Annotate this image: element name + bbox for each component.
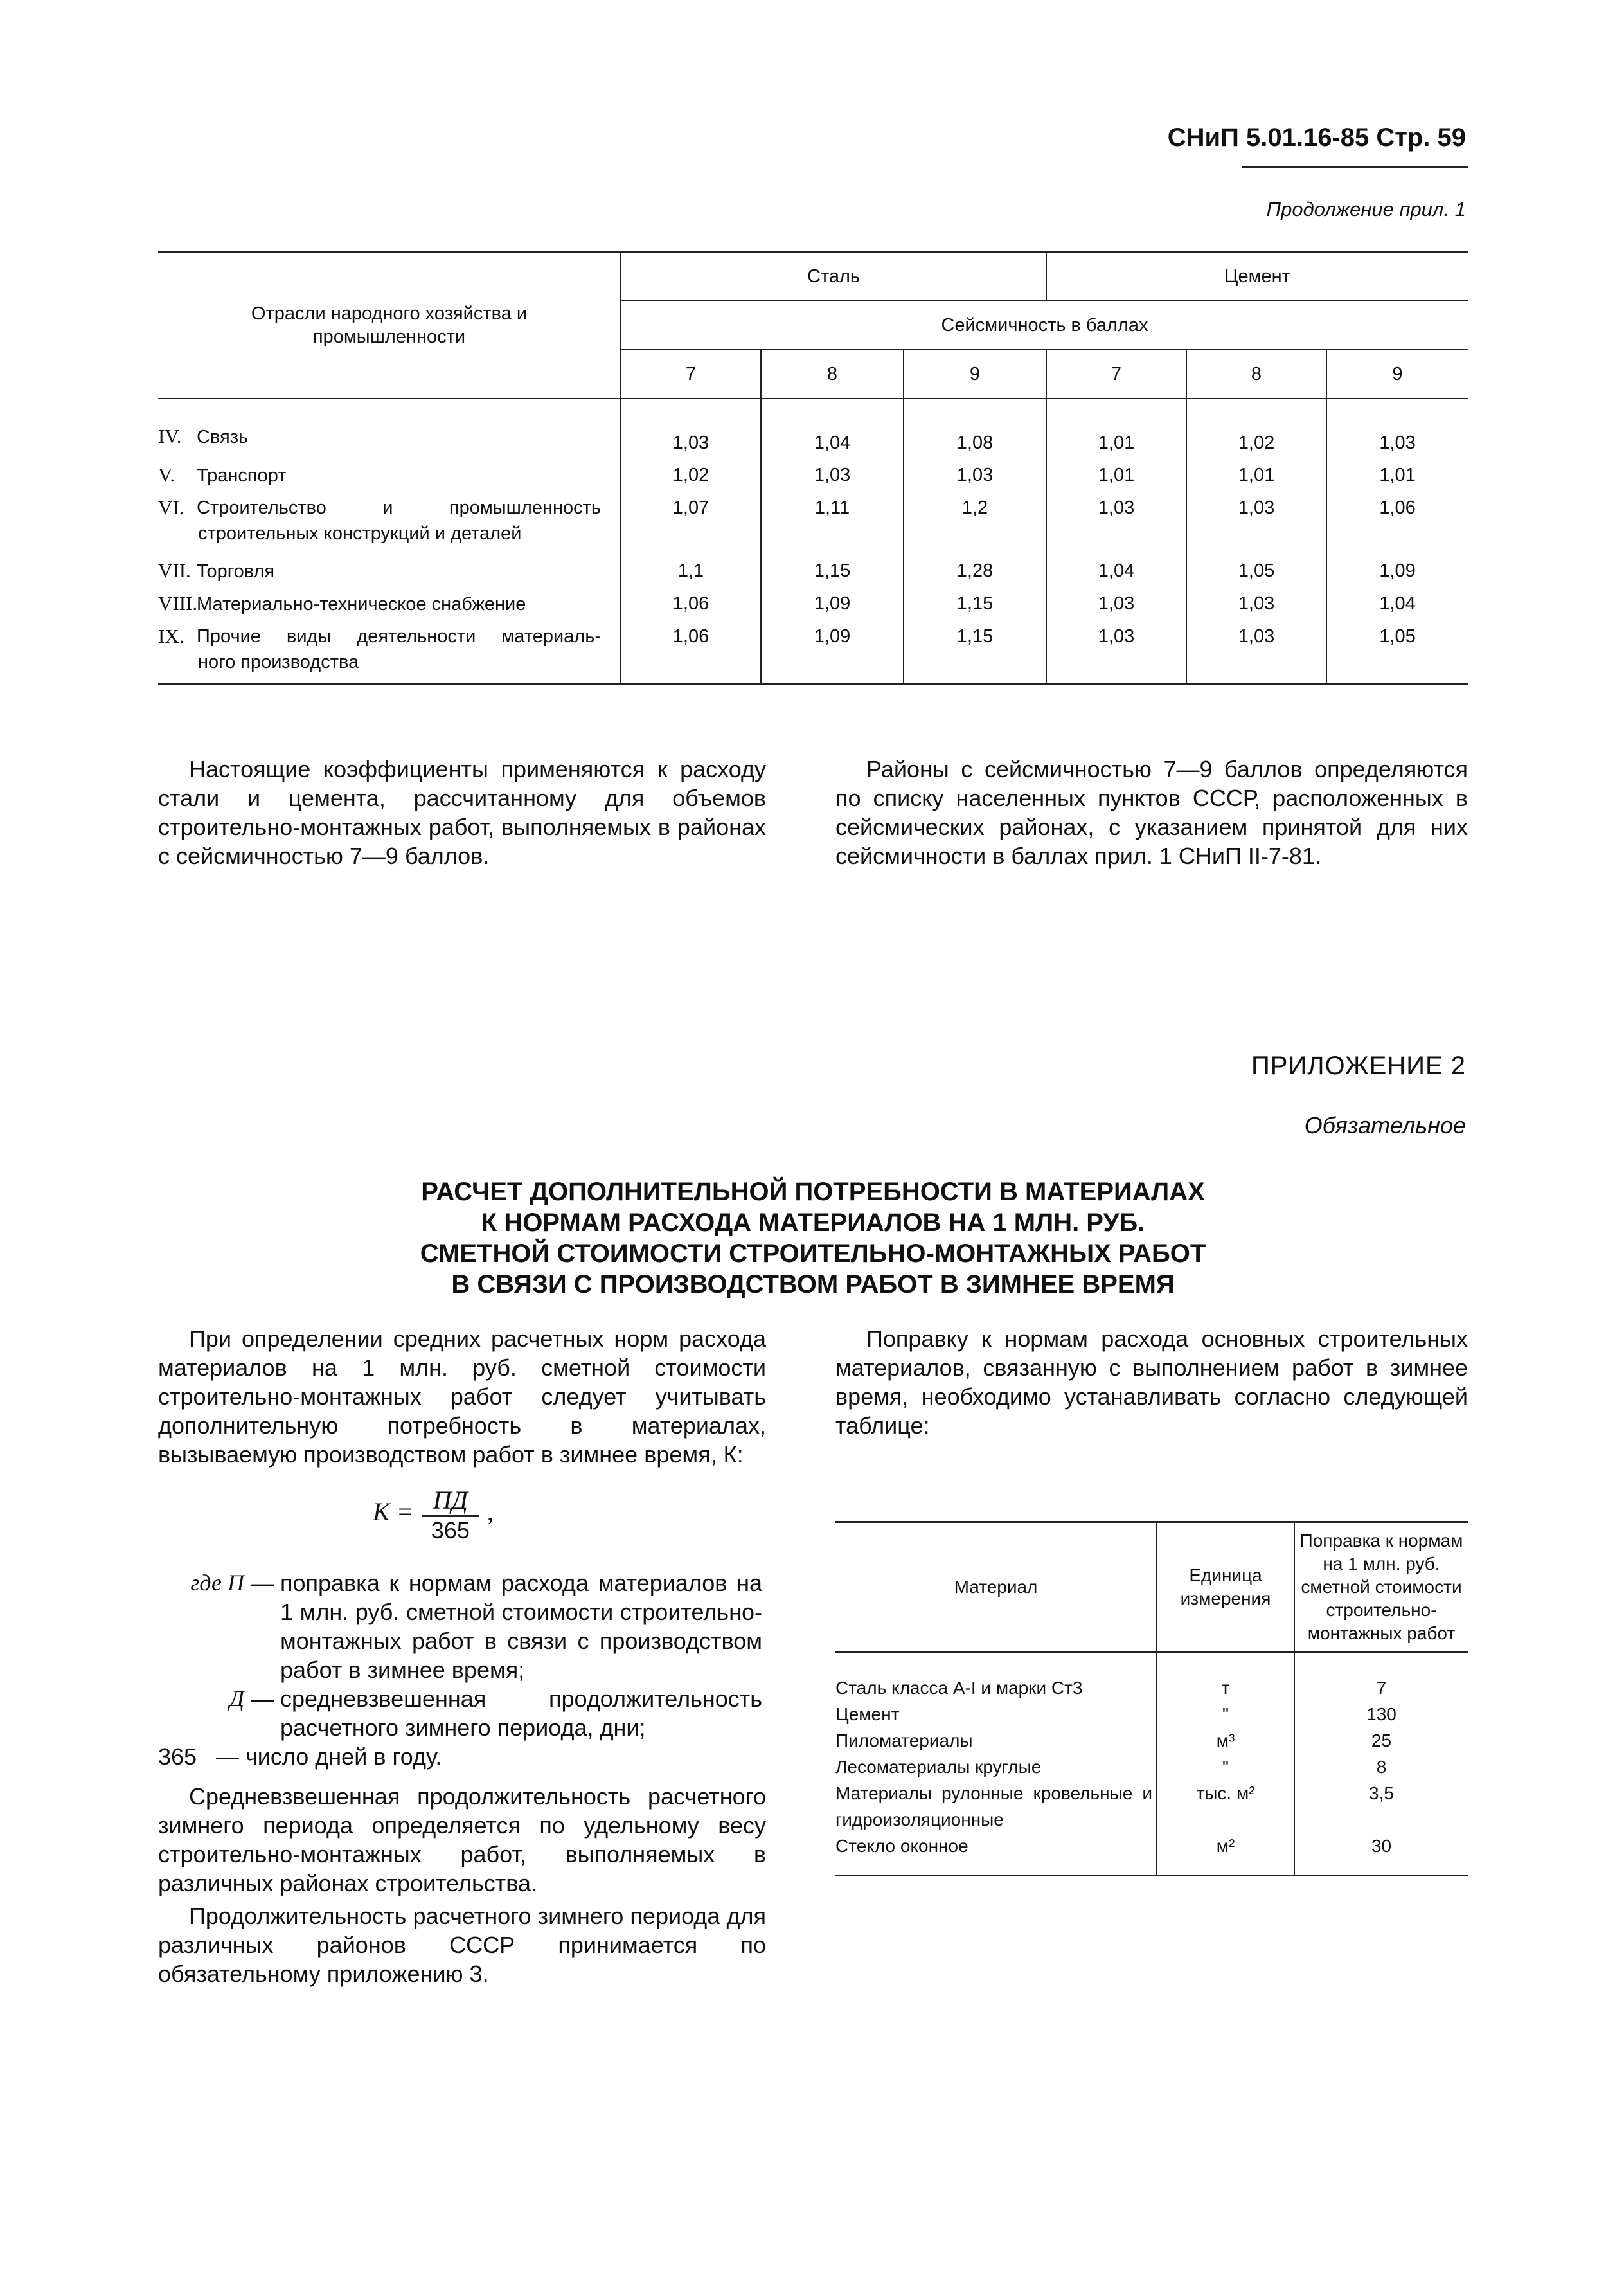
steel-group-header: Сталь — [621, 252, 1046, 301]
table-row: V. Транспорт 1,02 1,03 1,03 1,01 1,01 1,01 — [158, 456, 1468, 489]
formula-fraction: $\frac{ПД}{365}$ — [422, 1485, 479, 1544]
definition-item: Д — средневзвешенная продолжительность расчетного зимнего периода, дни; — [229, 1686, 762, 1741]
definition-item: где П — поправка к нормам расхода материалов на 1 млн. руб. сметной стоимости строительно-монтажных работ в связи с производством работ в зимнее время; — [190, 1570, 762, 1683]
industry-column-header: Отрасли народного хозяйства и промышленности — [158, 252, 621, 399]
subheader-steel-7: 7 — [621, 350, 761, 399]
formula-definitions — [158, 1569, 762, 1771]
duration-paragraph: Продолжительность расчетного зимнего периода для различных районов СССР принимается по обязательному приложению 3. — [158, 1903, 766, 1987]
note-right: Районы с сейсмичностью 7—9 баллов определяются по списку населенных пунктов СССР, расположенных в сейсмических районах, с указанием принятой для них сейсмичности в баллах прил. 1 СНиП II-7-81. — [835, 756, 1468, 869]
table-row: Сталь класса А-I и марки Ст3 т 7 — [835, 1652, 1468, 1701]
weighted-paragraph: Средневзвешенная продолжительность расчетного зимнего периода определяется по удельному весу строительно-монтажных работ, выполняемых в различных районах строительства. — [158, 1783, 766, 1896]
cement-group-header: Цемент — [1046, 252, 1468, 301]
subheader-cement-7: 7 — [1046, 350, 1186, 399]
table-row: Лесоматериалы круглые " 8 — [835, 1754, 1468, 1780]
table-row: VII. Торговля 1,1 1,15 1,28 1,04 1,05 1,09 — [158, 546, 1468, 584]
appendix-label: ПРИЛОЖЕНИЕ 2 — [1251, 1052, 1466, 1080]
appendix-title: РАСЧЕТ ДОПОЛНИТЕЛЬНОЙ ПОТРЕБНОСТИ В МАТЕРИАЛАХ К НОРМАМ РАСХОДА МАТЕРИАЛОВ НА 1 МЛН. РУБ. СМЕТНОЙ СТОИМОСТИ СТРОИТЕЛЬНО-МОНТАЖНЫХ РАБОТ В СВЯЗИ С ПРОИЗВОДСТВОМ РАБОТ В ЗИМНЕЕ ВРЕМЯ — [420, 1178, 1206, 1299]
table-row: VIII.Материально-техническое снабжение 1,06 1,09 1,15 1,03 1,03 1,04 — [158, 584, 1468, 617]
right-intro-paragraph: Поправку к нормам расхода основных строительных материалов, связанную с выполнением работ в зимнее время, необходимо устанавливать согласно следующей таблице: — [835, 1326, 1468, 1439]
table-row: Стекло оконное м² 30 — [835, 1833, 1468, 1876]
intro-paragraph: При определении средних расчетных норм расхода материалов на 1 млн. руб. сметной стоимости строительно-монтажных работ следует учитывать дополнительную потребность в материалах, вызываемую производством работ в зимнее время, К: — [158, 1326, 766, 1468]
seismicity-header: Сейсмичность в баллах — [621, 301, 1468, 350]
table-row: IX. Прочие виды деятельности материаль- ного производства 1,06 1,09 1,15 1,03 1,03 1,05 — [158, 617, 1468, 684]
subheader-steel-8: 8 — [761, 350, 904, 399]
header-rule — [1242, 166, 1468, 168]
table-row: VI. Строительство и промышленность строительных конструкций и деталей 1,07 1,11 1,2 1,03 1,03 1,06 — [158, 489, 1468, 546]
table-row: IV. Связь 1,03 1,04 1,08 1,01 1,02 1,03 — [158, 399, 1468, 456]
continuation-note: Продолжение прил. 1 — [1266, 198, 1466, 220]
subheader-cement-9: 9 — [1326, 350, 1468, 399]
definition-item: 365 — число дней в году. — [158, 1743, 442, 1770]
document-code: СНиП 5.01.16-85 Стр. 59 — [1167, 123, 1466, 152]
subheader-steel-9: 9 — [904, 350, 1046, 399]
table-row: Материалы рулонные кровельные и гидроизоляционные тыс. м² 3,5 — [835, 1780, 1468, 1833]
note-left: Настоящие коэффициенты применяются к расходу стали и цемента, рассчитанному для объемов строительно-монтажных работ, выполняемых в районах с сейсмичностью 7—9 баллов. — [158, 756, 766, 869]
correction-header: Поправка к нормам на 1 млн. руб. сметной стоимости строительно-монтажных работ — [1294, 1522, 1468, 1653]
subheader-cement-8: 8 — [1186, 350, 1326, 399]
formula: K = $\frac{ПД}{365}$ , — [373, 1486, 494, 1543]
winter-materials-table — [835, 1521, 1468, 1876]
seismic-coefficients-table — [158, 251, 1468, 685]
unit-header: Единица измерения — [1157, 1522, 1294, 1653]
table-row: Цемент " 130 — [835, 1701, 1468, 1727]
appendix-kind: Обязательное — [1304, 1112, 1466, 1138]
table-row: Пиломатериалы м³ 25 — [835, 1727, 1468, 1754]
material-header: Материал — [835, 1522, 1157, 1653]
